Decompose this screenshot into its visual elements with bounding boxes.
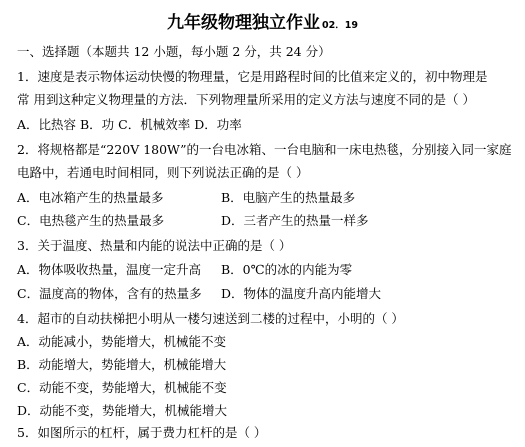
q4-option-a: A．动能减小，势能增大，机械能不变 <box>17 334 227 349</box>
q3-option-d: D．物体的温度升高内能增大 <box>221 286 382 301</box>
q3-option-b: B．0℃的冰的内能为零 <box>221 262 353 277</box>
q4-option-b: B．动能增大，势能增大，机械能增大 <box>17 357 227 372</box>
q5-stem: 5．如图所示的杠杆，属于费力杠杆的是（ ） <box>17 425 267 440</box>
q2-option-a: A．电冰箱产生的热量最多 <box>17 190 164 205</box>
title-text: 九年级物理独立作业 <box>167 13 321 33</box>
q1-options: A．比热容 B．功 C．机械效率 D．功率 <box>17 117 242 132</box>
q4-stem: 4．超市的自动扶梯把小明从一楼匀速送到二楼的过程中，小明的（ ） <box>17 311 404 326</box>
q2-stem-line2: 电路中，若通电时间相同，则下列说法正确的是（ ） <box>17 165 309 180</box>
q2-stem-line1: 2．将规格都是“220V 180W”的一台电冰箱、一台电脑和一床电热毯，分别接入同一家庭 <box>17 142 512 157</box>
q3-option-a: A．物体吸收热量，温度一定升高 <box>17 262 202 277</box>
q3-stem: 3．关于温度、热量和内能的说法中正确的是（ ） <box>17 238 292 253</box>
q2-option-d: D．三者产生的热量一样多 <box>221 213 369 228</box>
section-heading: 一、选择题（本题共 12 小题，每小题 2 分，共 24 分） <box>17 44 331 59</box>
q2-option-b: B．电脑产生的热量最多 <box>221 190 356 205</box>
q3-option-c: C．温度高的物体，含有的热量多 <box>17 286 202 301</box>
q4-option-c: C．动能不变，势能增大，机械能不变 <box>17 380 227 395</box>
page-title <box>0 8 525 33</box>
q4-option-d: D．动能不变，势能增大，机械能增大 <box>17 403 228 418</box>
q1-stem-line1: 1．速度是表示物体运动快慢的物理量，它是用路程时间的比值来定义的，初中物理是 <box>17 69 488 84</box>
q2-option-c: C．电热毯产生的热量最多 <box>17 213 165 228</box>
title-date: 02．19 <box>322 20 358 31</box>
q1-stem-line2: 常 用到这种定义物理量的方法．下列物理量所采用的定义方法与速度不同的是（ ） <box>17 92 475 107</box>
